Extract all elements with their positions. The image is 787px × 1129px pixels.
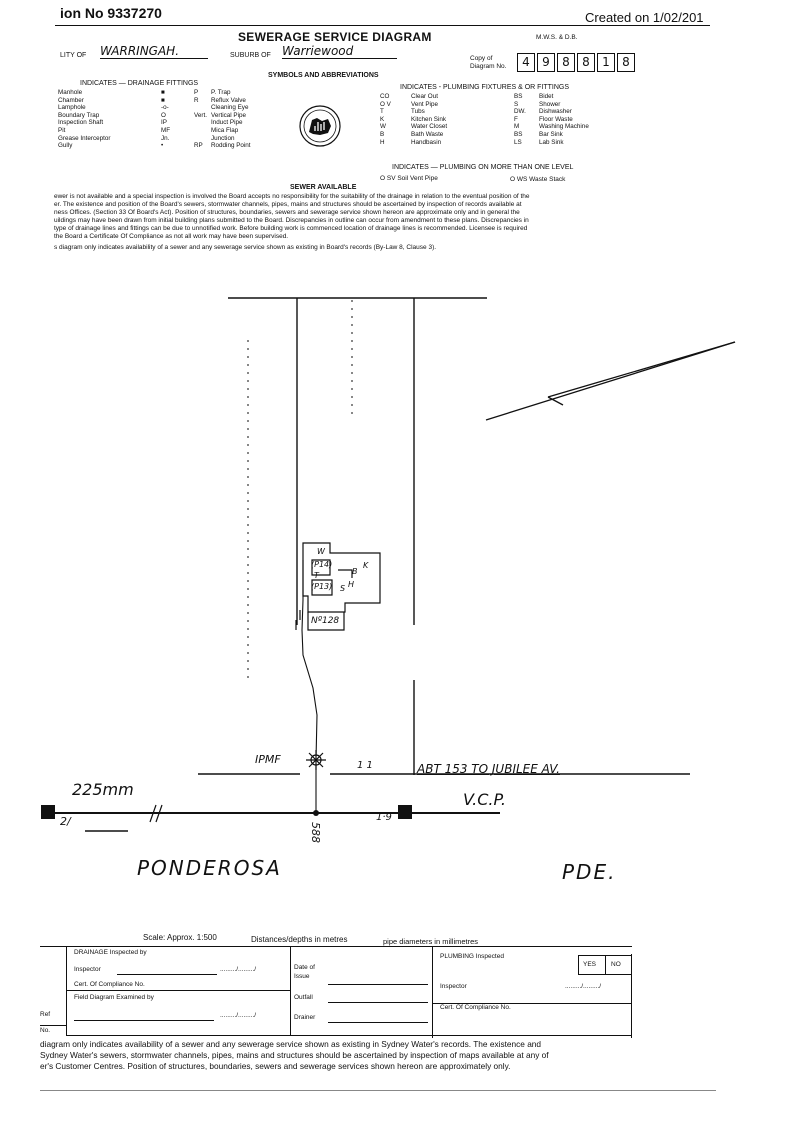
footer-disclaimer	[40, 1039, 640, 1072]
inspection-form	[40, 946, 632, 1038]
fixture-w-label: W	[317, 547, 325, 556]
note-line: ness Offices. (Section 33 Of Board's Act). Position of structures, boundaries, sewers and sewerage service shown hereon are approximate only and in general the	[54, 209, 520, 216]
depth-left-label: 2/	[60, 815, 71, 828]
application-number: ion No 9337270	[60, 5, 162, 21]
legend-row: H Handbasin LS Lab Sink	[380, 138, 564, 146]
outfall-field[interactable]	[328, 1002, 428, 1003]
suburb-value: Warriewood	[282, 44, 397, 59]
legend-row: Chamber ■ R Reflux Valve	[58, 96, 246, 104]
no-option[interactable]: NO	[611, 961, 621, 968]
legend-row: Grease Interceptor Jn. Junction	[58, 134, 235, 142]
note-line: ewer is not available and a special inspection is involved the Board accepts no responsibility for the suitability of the drainage in relation to the eventual position of the	[54, 193, 530, 200]
fixture-t-label: T	[314, 571, 319, 580]
diagram-digit: 1	[597, 53, 615, 72]
manhole-left-icon	[41, 805, 55, 819]
level-heading: INDICATES — PLUMBING ON MORE THAN ONE LEVEL	[392, 164, 574, 171]
footer-line: diagram only indicates availability of a sewer and any sewerage service shown as existing in Sydney Water's records. The existence and	[40, 1039, 542, 1049]
legend-row: Pit MF Mica Flap	[58, 126, 239, 134]
field-diagram-date[interactable]: ........./........./	[220, 1012, 257, 1019]
fixture-b-label: B	[352, 567, 358, 576]
created-date: Created on 1/02/201	[585, 10, 704, 25]
ipmf-fitting-icon	[306, 750, 326, 770]
symbols-title: SYMBOLS AND ABBREVIATIONS	[268, 72, 379, 79]
locality-value: WARRINGAH.	[100, 44, 208, 59]
plumbing-heading: INDICATES - PLUMBING FIXTURES & OR FITTINGS	[400, 84, 570, 91]
diagram-digit: 4	[517, 53, 535, 72]
pipe-material-label: V.C.P.	[463, 790, 506, 809]
plumbing-inspector-label: Inspector	[440, 983, 467, 990]
fixture-p14-label: (P14)	[311, 560, 333, 569]
waste-stack: O WS Waste Stack	[510, 176, 566, 183]
date-of-issue-label-2: Issue	[294, 973, 310, 980]
manhole-right-icon	[398, 805, 412, 819]
note-line: type of drainage lines and fittings can be due to unnotified work. Before building work is commenced location of drainage lines is recommended. Licensee is required	[54, 225, 528, 232]
ipmf-label: IPMF	[255, 753, 281, 766]
legend-row: O V Vent Pipe S Shower	[380, 100, 561, 108]
yes-no-box	[578, 955, 632, 975]
footer-rule	[40, 1090, 716, 1091]
legend-row: K Kitchen Sink F Floor Waste	[380, 115, 573, 123]
drainer-label: Drainer	[294, 1014, 316, 1021]
depth-right-label: 1·9	[376, 812, 392, 823]
diagram-digit: 8	[617, 53, 635, 72]
plumbing-inspected-label: PLUMBING Inspected	[440, 953, 504, 960]
drainer-field[interactable]	[328, 1022, 428, 1023]
footer-line: Sydney Water's sewers, stormwater channels, pipes, mains and structures should be ascertained by inspection of maps available at any of	[40, 1050, 549, 1060]
note-line: er. The existence and position of the Board's sewers, stormwater channels, pipes, mains and structures should be ascertained by inspection of records available at	[54, 201, 522, 208]
drainage-inspected-label: DRAINAGE Inspected by	[74, 949, 147, 956]
diagram-no-label: Diagram No.	[470, 63, 507, 70]
sewer-plan-drawing	[0, 280, 787, 900]
legend-row: Gully • RP Rodding Point	[58, 142, 251, 150]
legend-row: Manhole ■ P P. Trap	[58, 89, 231, 96]
legend-row: CO Clear Out BS Bidet	[380, 93, 554, 100]
field-diagram-label: Field Diagram Examined by	[74, 994, 154, 1001]
pipe-units-label: pipe diameters in millimetres	[383, 937, 479, 946]
street-name-label: PONDEROSA	[137, 856, 282, 880]
footer-line: er's Customer Centres. Position of structures, boundaries, sewers and sewerage services shown hereon are approximately only.	[40, 1061, 511, 1071]
tick-label: 1 1	[357, 760, 373, 771]
abt-label: ABT 153 TO JUBILEE AV.	[417, 762, 560, 776]
note-line: uildings may have been drawn from initial building plans submitted to the Board. Discrepancies in outline can occur from amendment to these plans. Discrepancies in	[54, 217, 529, 224]
note-line: s diagram only indicates availability of a sewer and any sewerage service shown as existing in Board's records (By-Law 8, Clause 3).	[54, 244, 437, 251]
plumbing-cert-label: Cert. Of Compliance No.	[440, 1004, 511, 1011]
locality-label: LITY OF	[60, 52, 87, 59]
board-logo-icon	[298, 104, 342, 148]
north-pointer	[486, 342, 735, 420]
legend-row: B Bath Waste BS Bar Sink	[380, 130, 563, 138]
header-rule	[55, 25, 710, 26]
outfall-label: Outfall	[294, 994, 313, 1001]
diagram-title: SEWERAGE SERVICE DIAGRAM	[238, 30, 432, 44]
cert-compliance-label: Cert. Of Compliance No.	[74, 981, 145, 988]
sewer-available-heading: SEWER AVAILABLE	[290, 184, 357, 191]
notes-paragraph	[54, 193, 634, 252]
legend-row: T Tubs DW. Dishwasher	[380, 108, 572, 116]
diagram-digit: 8	[557, 53, 575, 72]
note-line: the Board a Certificate Of Compliance as not all work may have been supervised.	[54, 233, 289, 240]
drainage-heading: INDICATES — DRAINAGE FITTINGS	[80, 80, 199, 87]
date-of-issue-field[interactable]	[328, 984, 428, 985]
fixture-p13-label: (P13)	[311, 582, 333, 591]
date-of-issue-label: Date of	[294, 964, 315, 971]
yes-option[interactable]: YES	[583, 961, 597, 968]
house-number-label: Nº128	[311, 616, 340, 626]
diagram-digit: 8	[577, 53, 595, 72]
legend-row: Boundary Trap O Vert. Vertical Pipe	[58, 111, 247, 119]
copy-of-label: Copy of	[470, 55, 493, 62]
plumbing-inspector-date[interactable]: ........./........./	[565, 983, 602, 990]
drainage-fittings-table	[58, 89, 254, 150]
depth-vertical-label: 588	[309, 822, 322, 843]
legend-row: W Water Closet M Washing Machine	[380, 123, 589, 131]
pipe-size-label: 225mm	[72, 780, 134, 799]
fixture-s-label: S	[340, 584, 346, 593]
diagram-digit: 9	[537, 53, 555, 72]
legend-row: Inspection Shaft IP Induct Pipe	[58, 119, 243, 127]
ref-no-label: No.	[40, 1027, 51, 1034]
ref-label: Ref	[40, 1011, 51, 1018]
soil-vent-pipe: O SV Soil Vent Pipe	[380, 175, 438, 182]
fixture-k-label: K	[363, 561, 369, 570]
inspector-label: Inspector	[74, 966, 101, 973]
street-suffix-label: PDE.	[562, 860, 617, 884]
authority-code: M.W.S. & D.B.	[536, 34, 578, 41]
inspector-date[interactable]: ........./........./	[220, 966, 257, 973]
field-diagram-field[interactable]	[74, 1020, 214, 1021]
suburb-label: SUBURB OF	[230, 52, 271, 59]
distance-units-label: Distances/depths in metres	[251, 935, 348, 944]
inspector-field[interactable]	[117, 974, 217, 975]
fixture-h-label: H	[348, 580, 355, 589]
legend-row: Lamphole -o- Cleaning Eye	[58, 104, 249, 112]
plumbing-fixtures-table	[380, 93, 592, 146]
scale-label: Scale: Approx. 1:500	[143, 933, 217, 942]
